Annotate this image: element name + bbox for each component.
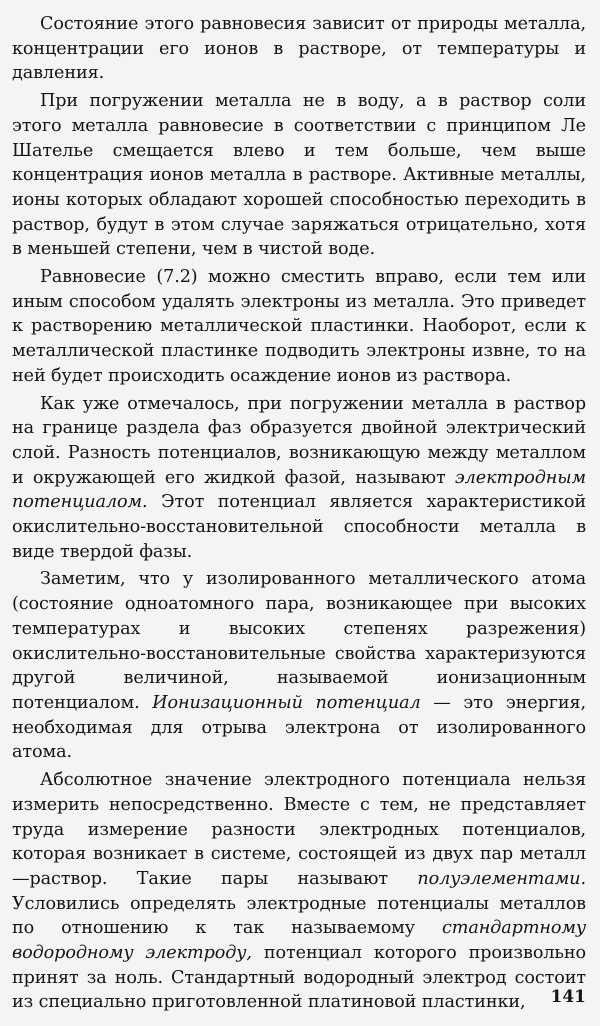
- italic-term: электродным потенциалом.: [12, 467, 586, 513]
- paragraph: [12, 12, 586, 86]
- text-run: Как уже отмечалось, при погружении металла в раствор на границе раздела фаз образуется двойной электрический слой. Разность потенциалов, возникающую между металлом и окружающей его жидкой фазой, называют: [12, 393, 586, 488]
- text-run: потенциал которого произвольно принят за ноль. Стандартный водородный электрод состоит из специально приготовленной платиновой пластинки,: [12, 943, 586, 1013]
- paragraph: [12, 89, 586, 262]
- paragraph: [12, 768, 586, 1015]
- italic-term: стандартному водородному электроду,: [12, 918, 586, 964]
- italic-term: полуэлементами.: [417, 868, 586, 889]
- paragraph: [12, 567, 586, 765]
- text-run: Равновесие (7.2) можно сместить вправо, если тем или иным способом удалять электроны из металла. Это приведет к растворению металлической пластинки. Наоборот, если к металлической пластинке подводить электроны извне, то на ней будет происходить осаждение ионов из раствора.: [12, 267, 586, 386]
- text-run: — это энергия, необходимая для отрыва электрона от изолированного атома.: [12, 692, 586, 763]
- text-run: Условились определять электродные потенциалы металлов по отношению к так называемому: [12, 893, 586, 939]
- italic-term: Ионизационный потенциал: [152, 692, 421, 713]
- text-run: Этот потенциал является характеристикой окислительно-восстановительной способности металла в виде твердой фазы.: [12, 492, 586, 562]
- paragraph: [12, 392, 586, 565]
- text-run: Заметим, что у изолированного металлического атома (состояние одноатомного пара, возникающее при высоких температурах и высоких степенях разрежения) окислительно-восстановительные свойства характеризуются другой величиной, называемой ионизационным потенциалом.: [12, 569, 586, 713]
- text-run: При погружении металла не в воду, а в раствор соли этого металла равновесие в соответствии с принципом Ле Шателье смещается влево и тем больше, чем выше концентрация ионов металла в растворе. Активные металлы, ионы которых обладают хорошей способностью переходить в раствор, будут в этом случае заряжаться отрицательно, хотя в меньшей степени, чем в чистой воде.: [12, 91, 586, 260]
- page-number: 141: [550, 987, 586, 1008]
- text-body: [12, 12, 586, 1015]
- paragraph: [12, 265, 586, 389]
- text-run: Абсолютное значение электродного потенциала нельзя измерить непосредственно. Вместе с тем, не представляет труда измерение разности электродных потенциалов, которая возникает в системе, состоящей из двух пар металл—раствор. Такие пары называют: [12, 770, 586, 889]
- text-run: Состояние этого равновесия зависит от природы металла, концентрации его ионов в растворе, от температуры и давления.: [12, 14, 586, 84]
